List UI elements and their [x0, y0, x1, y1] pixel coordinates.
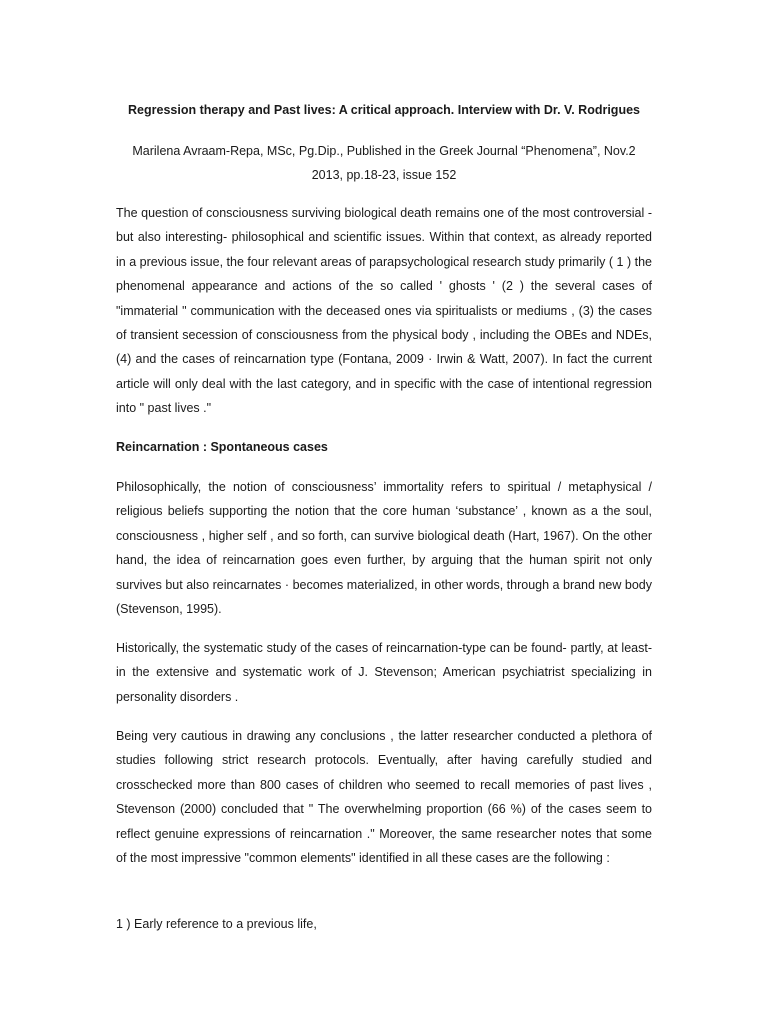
- document-byline: Marilena Avraam-Repa, MSc, Pg.Dip., Published in the Greek Journal “Phenomena”, Nov.2 2013, pp.18-23, issue 152: [132, 144, 636, 182]
- document-title: Regression therapy and Past lives: A critical approach. Interview with Dr. V. Rodrigues: [128, 103, 640, 117]
- body-paragraph: Philosophically, the notion of consciousness’ immortality refers to spiritual / metaphysical / religious beliefs supporting the notion that the core human ‘substance’ , known as a the soul, consciousness , higher self , and so forth, can survive biological death (Hart, 1967). On the other hand, the idea of reincarnation goes even further, by arguing that the human spirit not only survives but also reincarnates · becomes materialized, in other words, through a brand new body (Stevenson, 1995).: [116, 480, 652, 617]
- list-item: 1 ) Early reference to a previous life,: [116, 917, 317, 931]
- body-paragraph: Historically, the systematic study of the cases of reincarnation-type can be found- partly, at least- in the extensive and systematic work of J. Stevenson; American psychiatrist specializing in personality disorders .: [116, 641, 652, 704]
- section-heading: Reincarnation : Spontaneous cases: [116, 440, 328, 454]
- body-paragraph: The question of consciousness surviving biological death remains one of the most controversial - but also interesting- philosophical and scientific issues. Within that context, as already reported in a previous issue, the four relevant areas of parapsychological research study primarily ( 1 ) the phenomenal appearance and actions of the so called ' ghosts ' (2 ) the several cases of "immaterial " communication with the deceased ones via spiritualists or mediums , (3) the cases of transient secession of consciousness from the physical body , including the OBEs and NDEs, (4) and the cases of reincarnation type (Fontana, 2009 · Irwin & Watt, 2007). In fact the current article will only deal with the last category, and in specific with the case of intentional regression into " past lives .": [116, 206, 652, 416]
- body-paragraph: Being very cautious in drawing any conclusions , the latter researcher conducted a plethora of studies following strict research protocols. Eventually, after having carefully studied and crosschecked more than 800 cases of children who seemed to recall memories of past lives , Stevenson (2000) concluded that " The overwhelming proportion (66 %) of the cases seem to reflect genuine expressions of reincarnation ." Moreover, the same researcher notes that some of the most impressive "common elements" identified in all these cases are the following :: [116, 729, 652, 866]
